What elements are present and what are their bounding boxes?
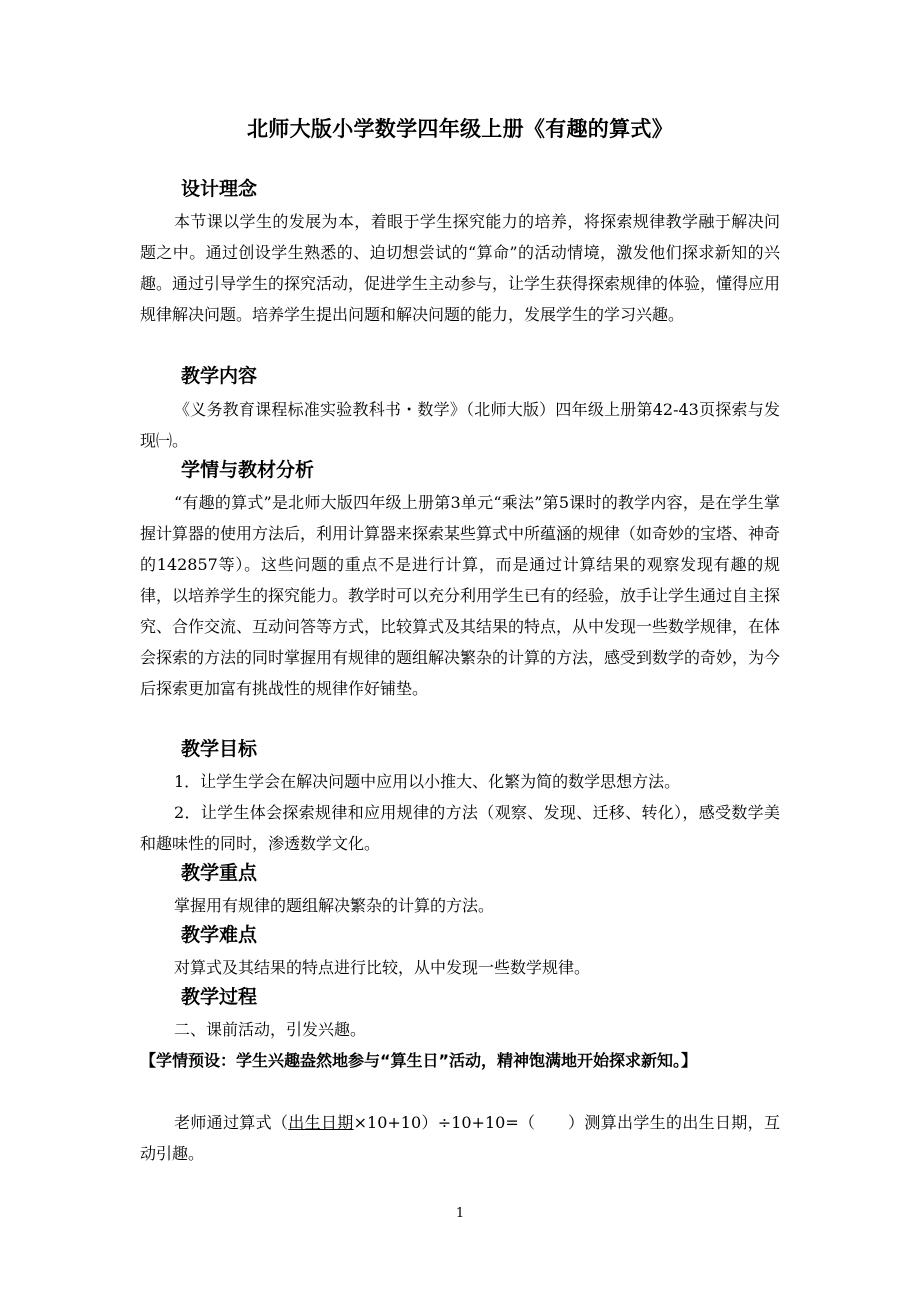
process-formula [140, 1107, 780, 1169]
goal-item-1: 1．让学生学会在解决问题中应用以小推大、化繁为简的数学思想方法。 [174, 772, 681, 791]
paragraph-difficulty: 对算式及其结果的特点进行比较，从中发现一些数学规律。 [174, 958, 591, 977]
formula-underlined: 出生日期 [288, 1113, 354, 1132]
heading-key: 教学重点 [181, 862, 258, 884]
heading-content: 教学内容 [181, 365, 258, 387]
process-step-1: 二、课前活动，引发兴趣。 [174, 1020, 367, 1039]
heading-design: 设计理念 [181, 178, 258, 200]
formula-suffix: ×10+10）÷10+10=（ ）测算出学生的出生日期，互动引趣。 [140, 1113, 780, 1163]
goal-item-2: 2．让学生体会探索规律和应用规律的方法（观察、发现、迁移、转化），感受数学美和趣味性的同时，渗透数学文化。 [140, 803, 780, 853]
heading-difficulty: 教学难点 [181, 924, 258, 946]
paragraph-key: 掌握用有规律的题组解决繁杂的计算的方法。 [174, 896, 495, 915]
page-title: 北师大版小学数学四年级上册《有趣的算式》 [247, 117, 673, 141]
heading-goals: 教学目标 [181, 738, 258, 760]
heading-process: 教学过程 [181, 986, 258, 1008]
paragraph-design: 本节课以学生的发展为本，着眼于学生探究能力的培养，将探索规律教学融于解决问题之中。通过创设学生熟悉的、迫切想尝试的“算命”的活动情境，激发他们探求新知的兴趣。通过引导学生的探究活动，促进学生主动参与，让学生获得探索规律的体验，懂得应用规律解决问题。培养学生提出问题和解决问题的能力，发展学生的学习兴趣。 [140, 212, 781, 324]
heading-analysis: 学情与教材分析 [181, 459, 315, 481]
page-number: 1 [455, 1206, 465, 1221]
paragraph-content: 《义务教育课程标准实验教科书・数学》（北师大版）四年级上册第42-43页探索与发现㈠。 [140, 400, 780, 450]
paragraph-analysis: “有趣的算式”是北师大版四年级上册第3单元“乘法”第5课时的教学内容，是在学生掌握计算器的使用方法后，利用计算器来探索某些算式中所蕴涵的规律（如奇妙的宝塔、神奇的142857等）。这些问题的重点不是进行计算，而是通过计算结果的观察发现有趣的规律，以培养学生的探究能力。教学时可以充分利用学生已有的经验，放手让学生通过自主探究、合作交流、互动问答等方式，比较算式及其结果的特点，从中发现一些数学规律，在体会探索的方法的同时掌握用有规律的题组解决繁杂的计算的方法，感受到数学的奇妙，为今后探索更加富有挑战性的规律作好铺垫。 [140, 493, 781, 698]
formula-prefix: 老师通过算式（ [174, 1113, 289, 1132]
process-preset: 【学情预设：学生兴趣盎然地参与“算生日”活动，精神饱满地开始探求新知。】 [140, 1051, 698, 1070]
